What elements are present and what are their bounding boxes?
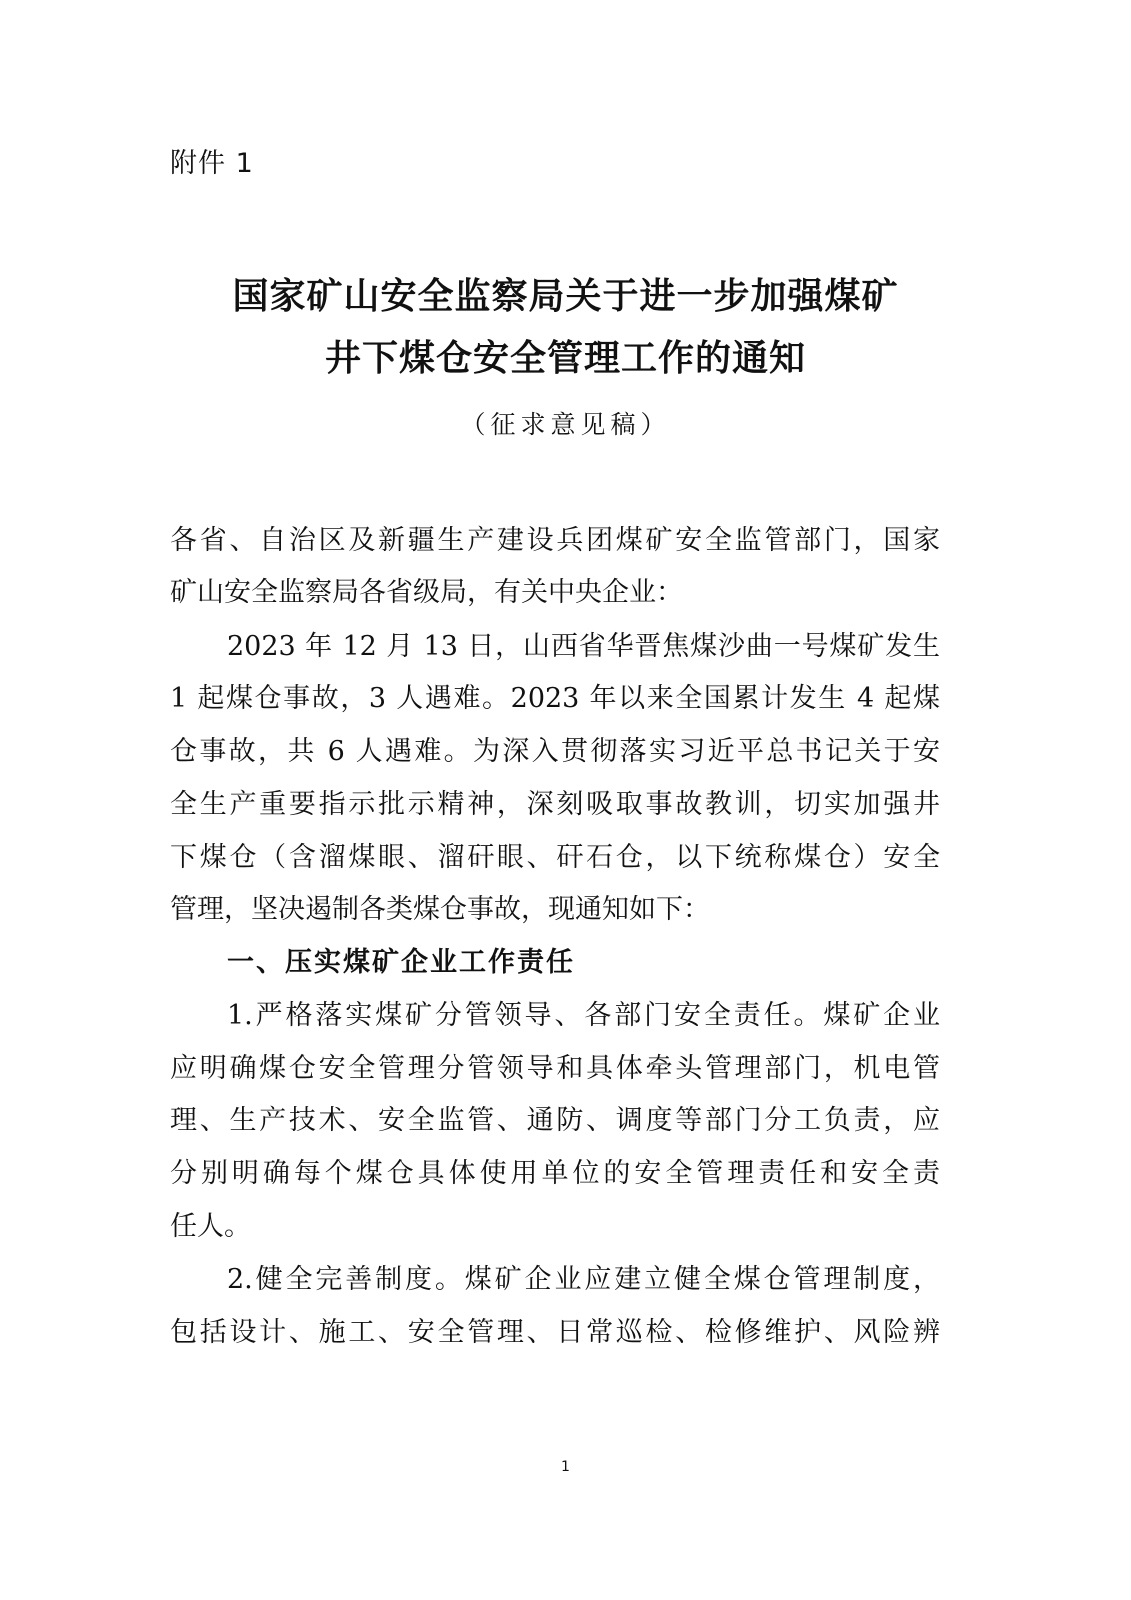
intro-line-4: 全生产重要指示批示精神，深刻吸取事故教训，切实加强井	[170, 789, 940, 820]
item1-line-2: 应明确煤仓安全管理分管领导和具体牵头管理部门，机电管	[170, 1053, 940, 1084]
item1-line-5: 任人。	[170, 1211, 251, 1242]
item1-line-1: 1.严格落实煤矿分管领导、各部门安全责任。煤矿企业	[227, 1000, 940, 1031]
item2-line-2: 包括设计、施工、安全管理、日常巡检、检修维护、风险辨	[170, 1317, 940, 1348]
intro-line-6: 管理，坚决遏制各类煤仓事故，现通知如下：	[170, 894, 710, 925]
intro-line-5: 下煤仓（含溜煤眼、溜矸眼、矸石仓，以下统称煤仓）安全	[170, 842, 940, 873]
intro-line-1: 2023 年 12 月 13 日，山西省华晋焦煤沙曲一号煤矿发生	[227, 631, 940, 662]
document-subtitle: （征求意见稿）	[460, 410, 671, 439]
document-title-line-2: 井下煤仓安全管理工作的通知	[324, 337, 806, 379]
item1-line-3: 理、生产技术、安全监管、通防、调度等部门分工负责，应	[170, 1105, 940, 1136]
attachment-label: 附件 1	[170, 148, 254, 179]
addressee-line-2: 矿山安全监察局各省级局，有关中央企业：	[170, 577, 683, 608]
item1-line-4: 分别明确每个煤仓具体使用单位的安全管理责任和安全责	[170, 1158, 940, 1189]
document-title-line-1: 国家矿山安全监察局关于进一步加强煤矿	[232, 275, 899, 317]
intro-line-3: 仓事故，共 6 人遇难。为深入贯彻落实习近平总书记关于安	[170, 736, 940, 767]
section-heading-1: 一、压实煤矿企业工作责任	[227, 947, 575, 978]
addressee-line-1: 各省、自治区及新疆生产建设兵团煤矿安全监管部门，国家	[170, 525, 940, 556]
page-number: 1	[561, 1459, 570, 1475]
item2-line-1: 2.健全完善制度。煤矿企业应建立健全煤仓管理制度，	[227, 1264, 940, 1295]
intro-line-2: 1 起煤仓事故，3 人遇难。2023 年以来全国累计发生 4 起煤	[170, 683, 940, 714]
